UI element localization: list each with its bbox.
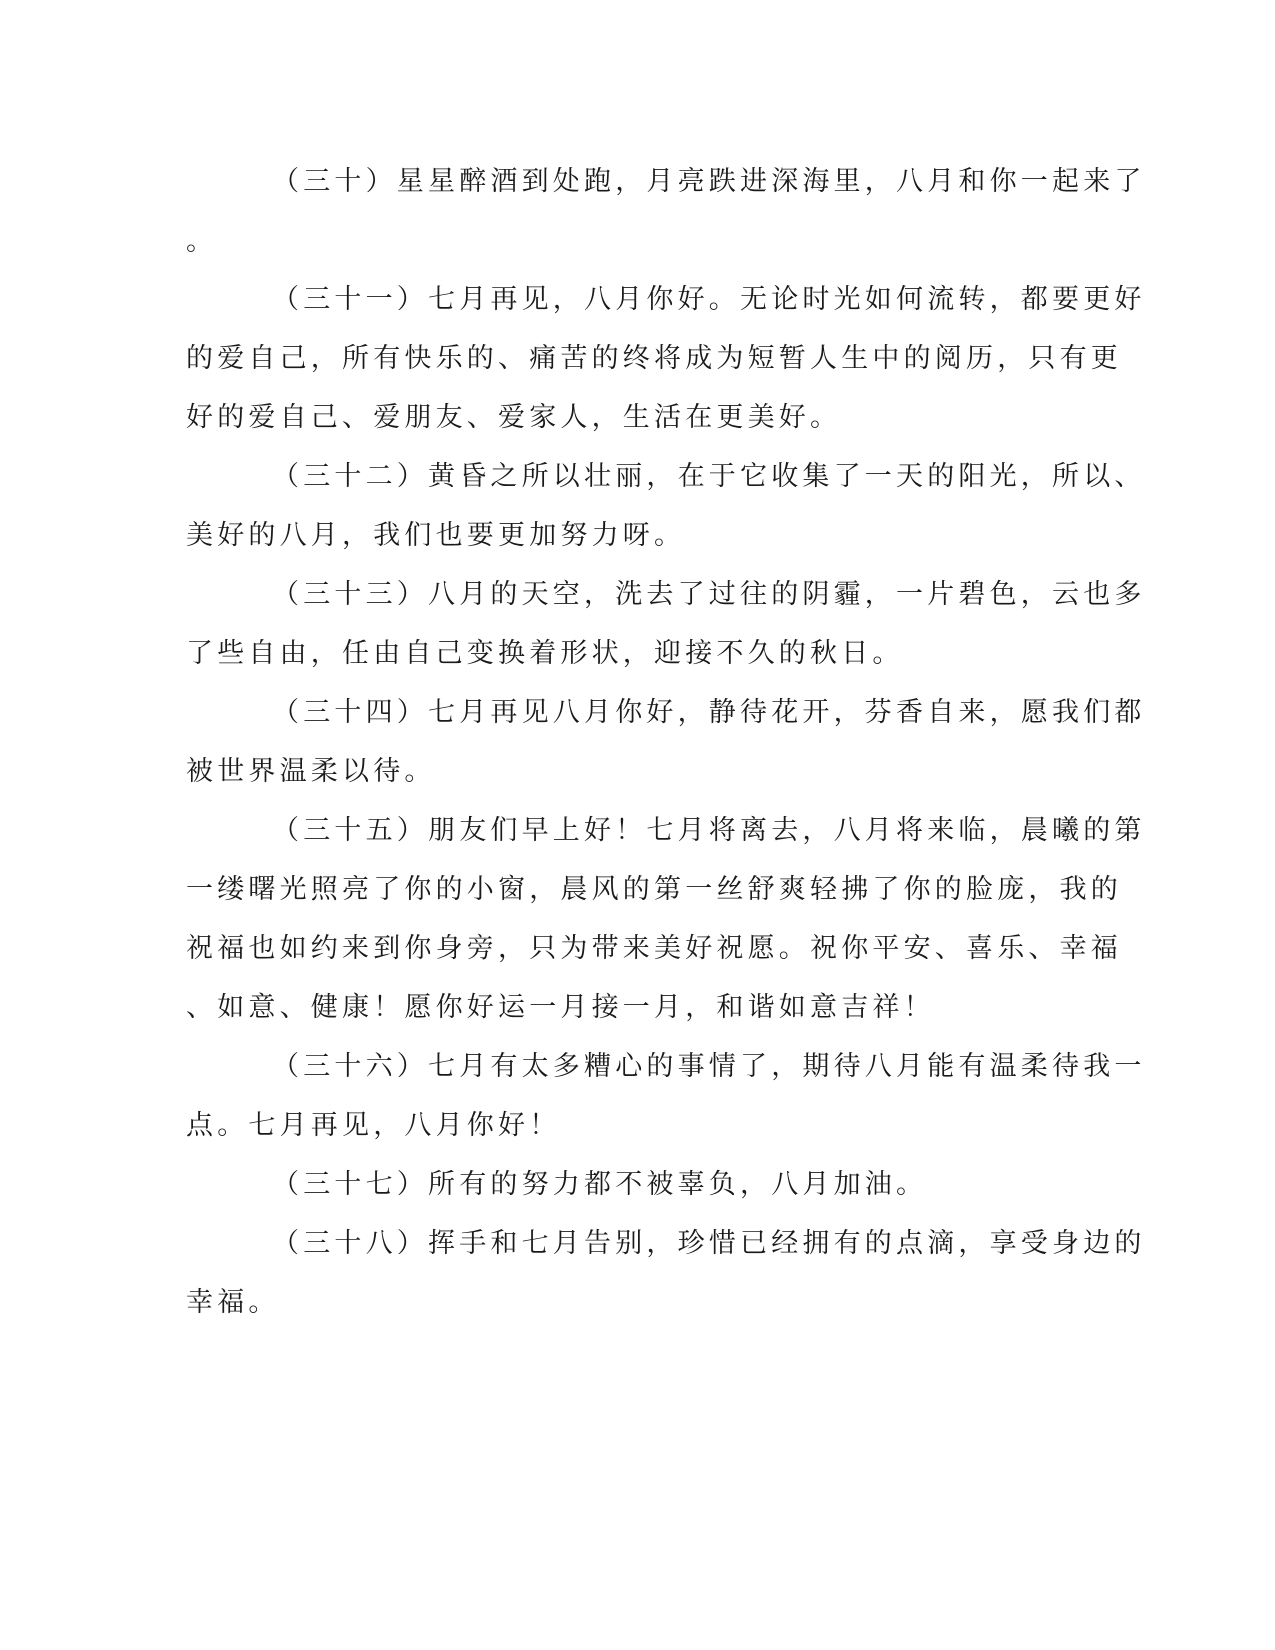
text-line: （三十五）朋友们早上好！七月将离去，八月将来临，晨曦的第 — [272, 815, 1146, 846]
text-line: 一缕曙光照亮了你的小窗，晨风的第一丝舒爽轻拂了你的脸庞，我的 — [186, 874, 1122, 905]
text-line: （三十二）黄昏之所以壮丽，在于它收集了一天的阳光，所以、 — [272, 461, 1146, 492]
text-line: 被世界温柔以待。 — [186, 756, 436, 787]
text-line: （三十）星星醉酒到处跑，月亮跌进深海里，八月和你一起来了 — [272, 166, 1146, 197]
text-line: 好的爱自己、爱朋友、爱家人，生活在更美好。 — [186, 402, 842, 433]
text-line: （三十一）七月再见，八月你好。无论时光如何流转，都要更好 — [272, 284, 1146, 315]
text-line: 美好的八月，我们也要更加努力呀。 — [186, 520, 686, 551]
text-line: 的爱自己，所有快乐的、痛苦的终将成为短暂人生中的阅历，只有更 — [186, 343, 1122, 374]
text-line: 幸福。 — [186, 1287, 280, 1318]
text-line: 。 — [186, 226, 218, 257]
text-line: 、如意、健康！愿你好运一月接一月，和谐如意吉祥！ — [186, 992, 935, 1023]
text-line: 祝福也如约来到你身旁，只为带来美好祝愿。祝你平安、喜乐、幸福 — [186, 933, 1122, 964]
text-line: 点。七月再见，八月你好！ — [186, 1110, 561, 1141]
text-line: （三十七）所有的努力都不被辜负，八月加油。 — [272, 1169, 928, 1200]
text-line: （三十八）挥手和七月告别，珍惜已经拥有的点滴，享受身边的 — [272, 1228, 1146, 1259]
text-line: （三十四）七月再见八月你好，静待花开，芬香自来，愿我们都 — [272, 697, 1146, 728]
text-line: 了些自由，任由自己变换着形状，迎接不久的秋日。 — [186, 638, 904, 669]
text-line: （三十六）七月有太多糟心的事情了，期待八月能有温柔待我一 — [272, 1051, 1146, 1082]
text-line: （三十三）八月的天空，洗去了过往的阴霾，一片碧色，云也多 — [272, 579, 1146, 610]
